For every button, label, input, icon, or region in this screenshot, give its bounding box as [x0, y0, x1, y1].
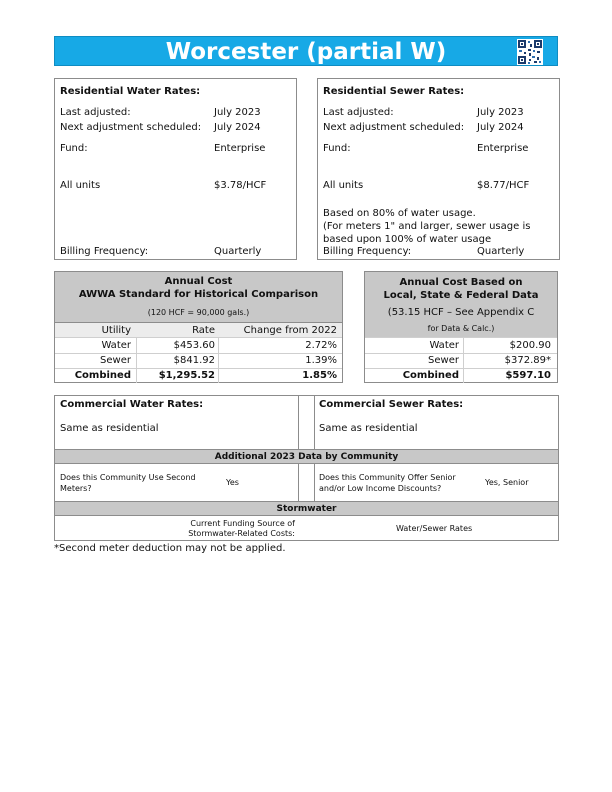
annual-row-sewer-rate: $841.92 [173, 355, 215, 366]
sewer-last-adjusted: July 2023 [477, 107, 524, 118]
annual-row-water-change: 2.72% [305, 340, 337, 351]
additional-data-heading: Additional 2023 Data by Community [214, 452, 399, 462]
commercial-water-text: Same as residential [60, 423, 159, 434]
sewer-billing-label: Billing Frequency: [323, 246, 412, 257]
footnote: *Second meter deduction may not be applied. [54, 543, 286, 554]
annual-row-combined-change: 1.85% [302, 370, 337, 381]
local-cost-sub-1: (53.15 HCF – See Appendix C [387, 307, 535, 318]
local-row-sewer-rate: $372.89* [504, 355, 551, 366]
water-billing: Quarterly [214, 246, 262, 257]
col-utility: Utility [101, 325, 131, 336]
second-meters-question-1: Does this Community Use Second [60, 473, 196, 482]
local-row-water-rate: $200.90 [509, 340, 551, 351]
col-rate: Rate [192, 325, 215, 336]
annual-cost-subtitle: (120 HCF = 90,000 gals.) [147, 308, 250, 317]
page-title-bar [54, 36, 558, 66]
annual-cost-local-table [364, 271, 558, 383]
annual-row-combined-rate: $1,295.52 [158, 370, 215, 381]
sewer-next-adjust-label: Next adjustment scheduled: [323, 122, 465, 133]
sewer-billing: Quarterly [477, 246, 525, 257]
local-cost-sub-2: for Data & Calc.) [427, 324, 495, 333]
stormwater-label-1: Current Funding Source of [190, 519, 295, 528]
water-last-adjusted-label: Last adjusted: [60, 107, 131, 118]
water-next-adjust-label: Next adjustment scheduled: [60, 122, 202, 133]
annual-row-water-rate: $453.60 [173, 340, 215, 351]
commercial-sewer-text: Same as residential [319, 423, 418, 434]
sewer-next-adjust: July 2024 [477, 122, 524, 133]
residential-water-box [54, 78, 297, 260]
local-cost-title-1: Annual Cost Based on [399, 277, 523, 288]
sewer-note-3: based upon 100% of water usage [323, 234, 492, 245]
annual-row-combined-utility: Combined [74, 370, 131, 381]
annual-cost-awwa-table [54, 271, 343, 383]
second-meters-question-2: Meters? [60, 484, 92, 493]
second-meters-answer: Yes [226, 478, 239, 487]
col-change: Change from 2022 [243, 325, 337, 336]
sewer-last-adjusted-label: Last adjusted: [323, 107, 394, 118]
discounts-answer: Yes, Senior [485, 478, 529, 487]
stormwater-label-2: Stormwater-Related Costs: [188, 529, 295, 538]
water-fund: Enterprise [214, 143, 266, 154]
commercial-sewer-heading: Commercial Sewer Rates: [319, 399, 464, 410]
stormwater-heading: Stormwater [276, 504, 337, 514]
residential-sewer-box [317, 78, 560, 260]
water-last-adjusted: July 2023 [214, 107, 261, 118]
page-title: Worcester (partial W) [165, 39, 447, 65]
water-billing-label: Billing Frequency: [60, 246, 149, 257]
water-units-label: All units [60, 180, 101, 191]
discounts-question-1: Does this Community Offer Senior [319, 473, 456, 482]
water-units-rate: $3.78/HCF [214, 180, 267, 191]
local-row-water-utility: Water [429, 340, 459, 351]
annual-row-sewer-utility: Sewer [100, 355, 131, 366]
qr-code-icon [517, 39, 543, 65]
sewer-units-rate: $8.77/HCF [477, 180, 530, 191]
water-heading: Residential Water Rates: [60, 86, 201, 97]
stormwater-value: Water/Sewer Rates [396, 524, 473, 533]
sewer-note-2: (For meters 1" and larger, sewer usage is [323, 221, 531, 232]
water-fund-label: Fund: [60, 143, 88, 154]
local-cost-title-2: Local, State & Federal Data [383, 290, 539, 301]
sewer-fund: Enterprise [477, 143, 529, 154]
local-row-sewer-utility: Sewer [428, 355, 459, 366]
annual-cost-title-1: Annual Cost [164, 276, 233, 287]
sewer-heading: Residential Sewer Rates: [323, 86, 465, 97]
annual-row-sewer-change: 1.39% [305, 355, 337, 366]
local-row-combined-utility: Combined [402, 370, 459, 381]
discounts-question-2: and/or Low Income Discounts? [319, 484, 442, 493]
water-next-adjust: July 2024 [214, 122, 261, 133]
annual-row-water-utility: Water [101, 340, 131, 351]
sewer-units-label: All units [323, 180, 364, 191]
sewer-fund-label: Fund: [323, 143, 351, 154]
annual-cost-title-2: AWWA Standard for Historical Comparison [78, 289, 319, 300]
sewer-note-1: Based on 80% of water usage. [323, 208, 476, 219]
commercial-water-heading: Commercial Water Rates: [60, 399, 204, 410]
local-row-combined-rate: $597.10 [505, 370, 551, 381]
commercial-rates-box [54, 395, 559, 541]
